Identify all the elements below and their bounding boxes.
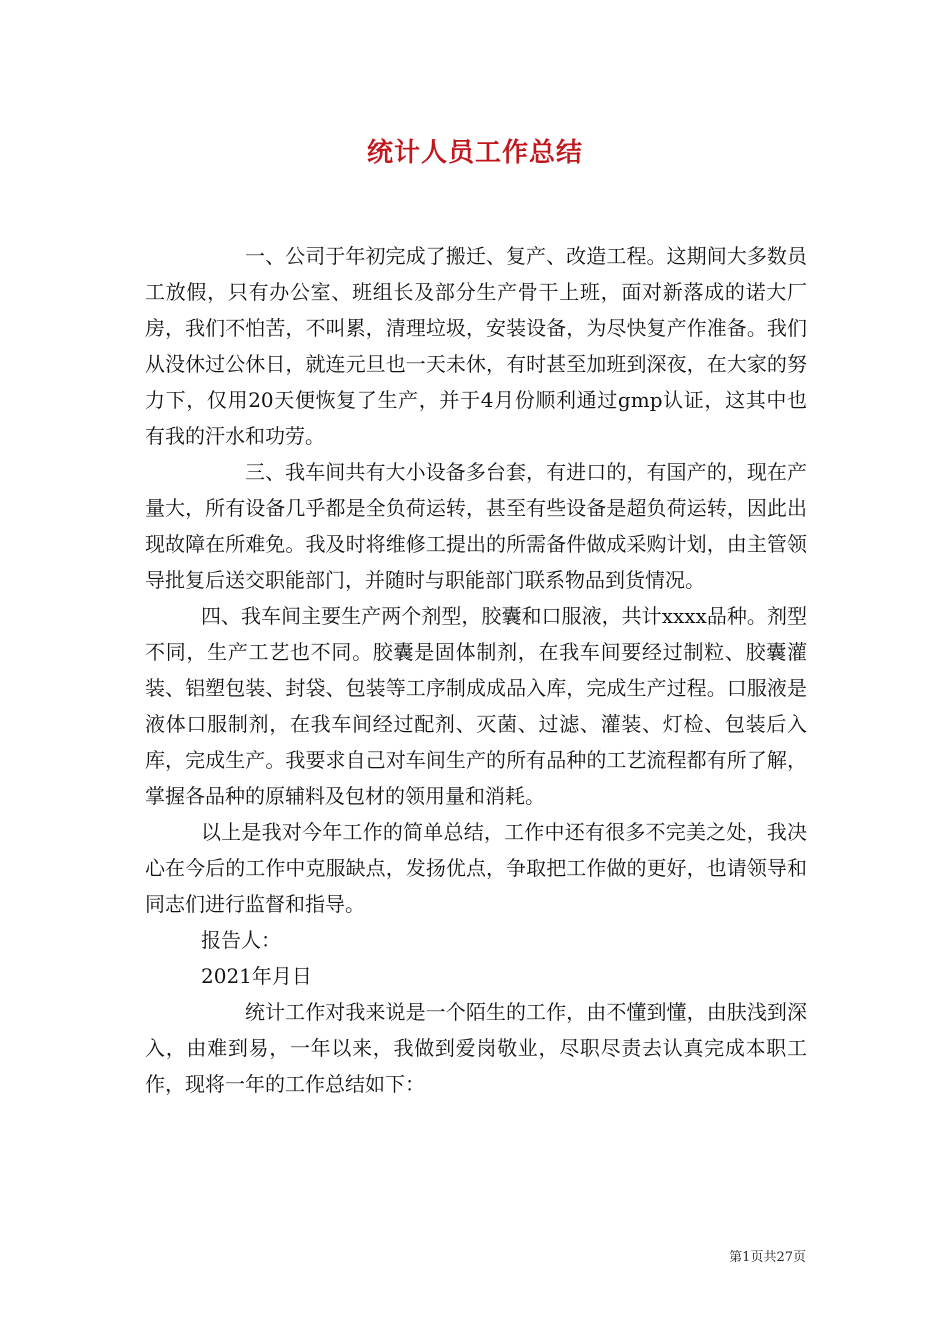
document-title: 统计人员工作总结 bbox=[366, 138, 583, 168]
page-indicator: 第1页共27页 bbox=[729, 1250, 806, 1265]
paragraph-equipment: 三、我车间共有大小设备多台套，有进口的，有国产的，现在产量大，所有设备几乎都是全负荷运转，甚至有些设备是超负荷运转，因此出现故障在所难免。我及时将维修工提出的所需备件做成采购计划，由主管领导批复后送交职能部门，并随时与职能部门联系物品到货情况。 bbox=[145, 460, 807, 592]
paragraph-relocation: 一、公司于年初完成了搬迁、复产、改造工程。这期间大多数员工放假，只有办公室、班组长及部分生产骨干上班，面对新落成的诺大厂房，我们不怕苦，不叫累，清理垃圾，安装设备，为尽快复产作准备。我们从没休过公休日，就连元旦也一天未休，有时甚至加班到深夜，在大家的努力下，仅用20天便恢复了生产，并于4月份顺利通过gmp认证，这其中也有我的汗水和功劳。 bbox=[145, 244, 807, 448]
date-line: 2021年月日 bbox=[201, 964, 312, 988]
paragraph-summary: 以上是我对今年工作的简单总结，工作中还有很多不完美之处，我决心在今后的工作中克服缺点，发扬优点，争取把工作做的更好，也请领导和同志们进行监督和指导。 bbox=[145, 820, 807, 916]
document-body bbox=[145, 238, 807, 1102]
paragraph-intro: 统计工作对我来说是一个陌生的工作，由不懂到懂，由肤浅到深入，由难到易，一年以来，我做到爱岗敬业，尽职尽责去认真完成本职工作，现将一年的工作总结如下： bbox=[145, 1000, 807, 1096]
paragraph-dosage-forms: 四、我车间主要生产两个剂型，胶囊和口服液，共计xxxx品种。剂型不同，生产工艺也不同。胶囊是固体制剂，在我车间要经过制粒、胶囊灌装、铝塑包装、封袋、包装等工序制成成品入库，完成生产过程。口服液是液体口服制剂，在我车间经过配剂、灭菌、过滤、灌装、灯检、包装后入库，完成生产。我要求自己对车间生产的所有品种的工艺流程都有所了解，掌握各品种的原辅料及包材的领用量和消耗。 bbox=[145, 604, 807, 808]
reporter-line: 报告人： bbox=[201, 928, 281, 952]
